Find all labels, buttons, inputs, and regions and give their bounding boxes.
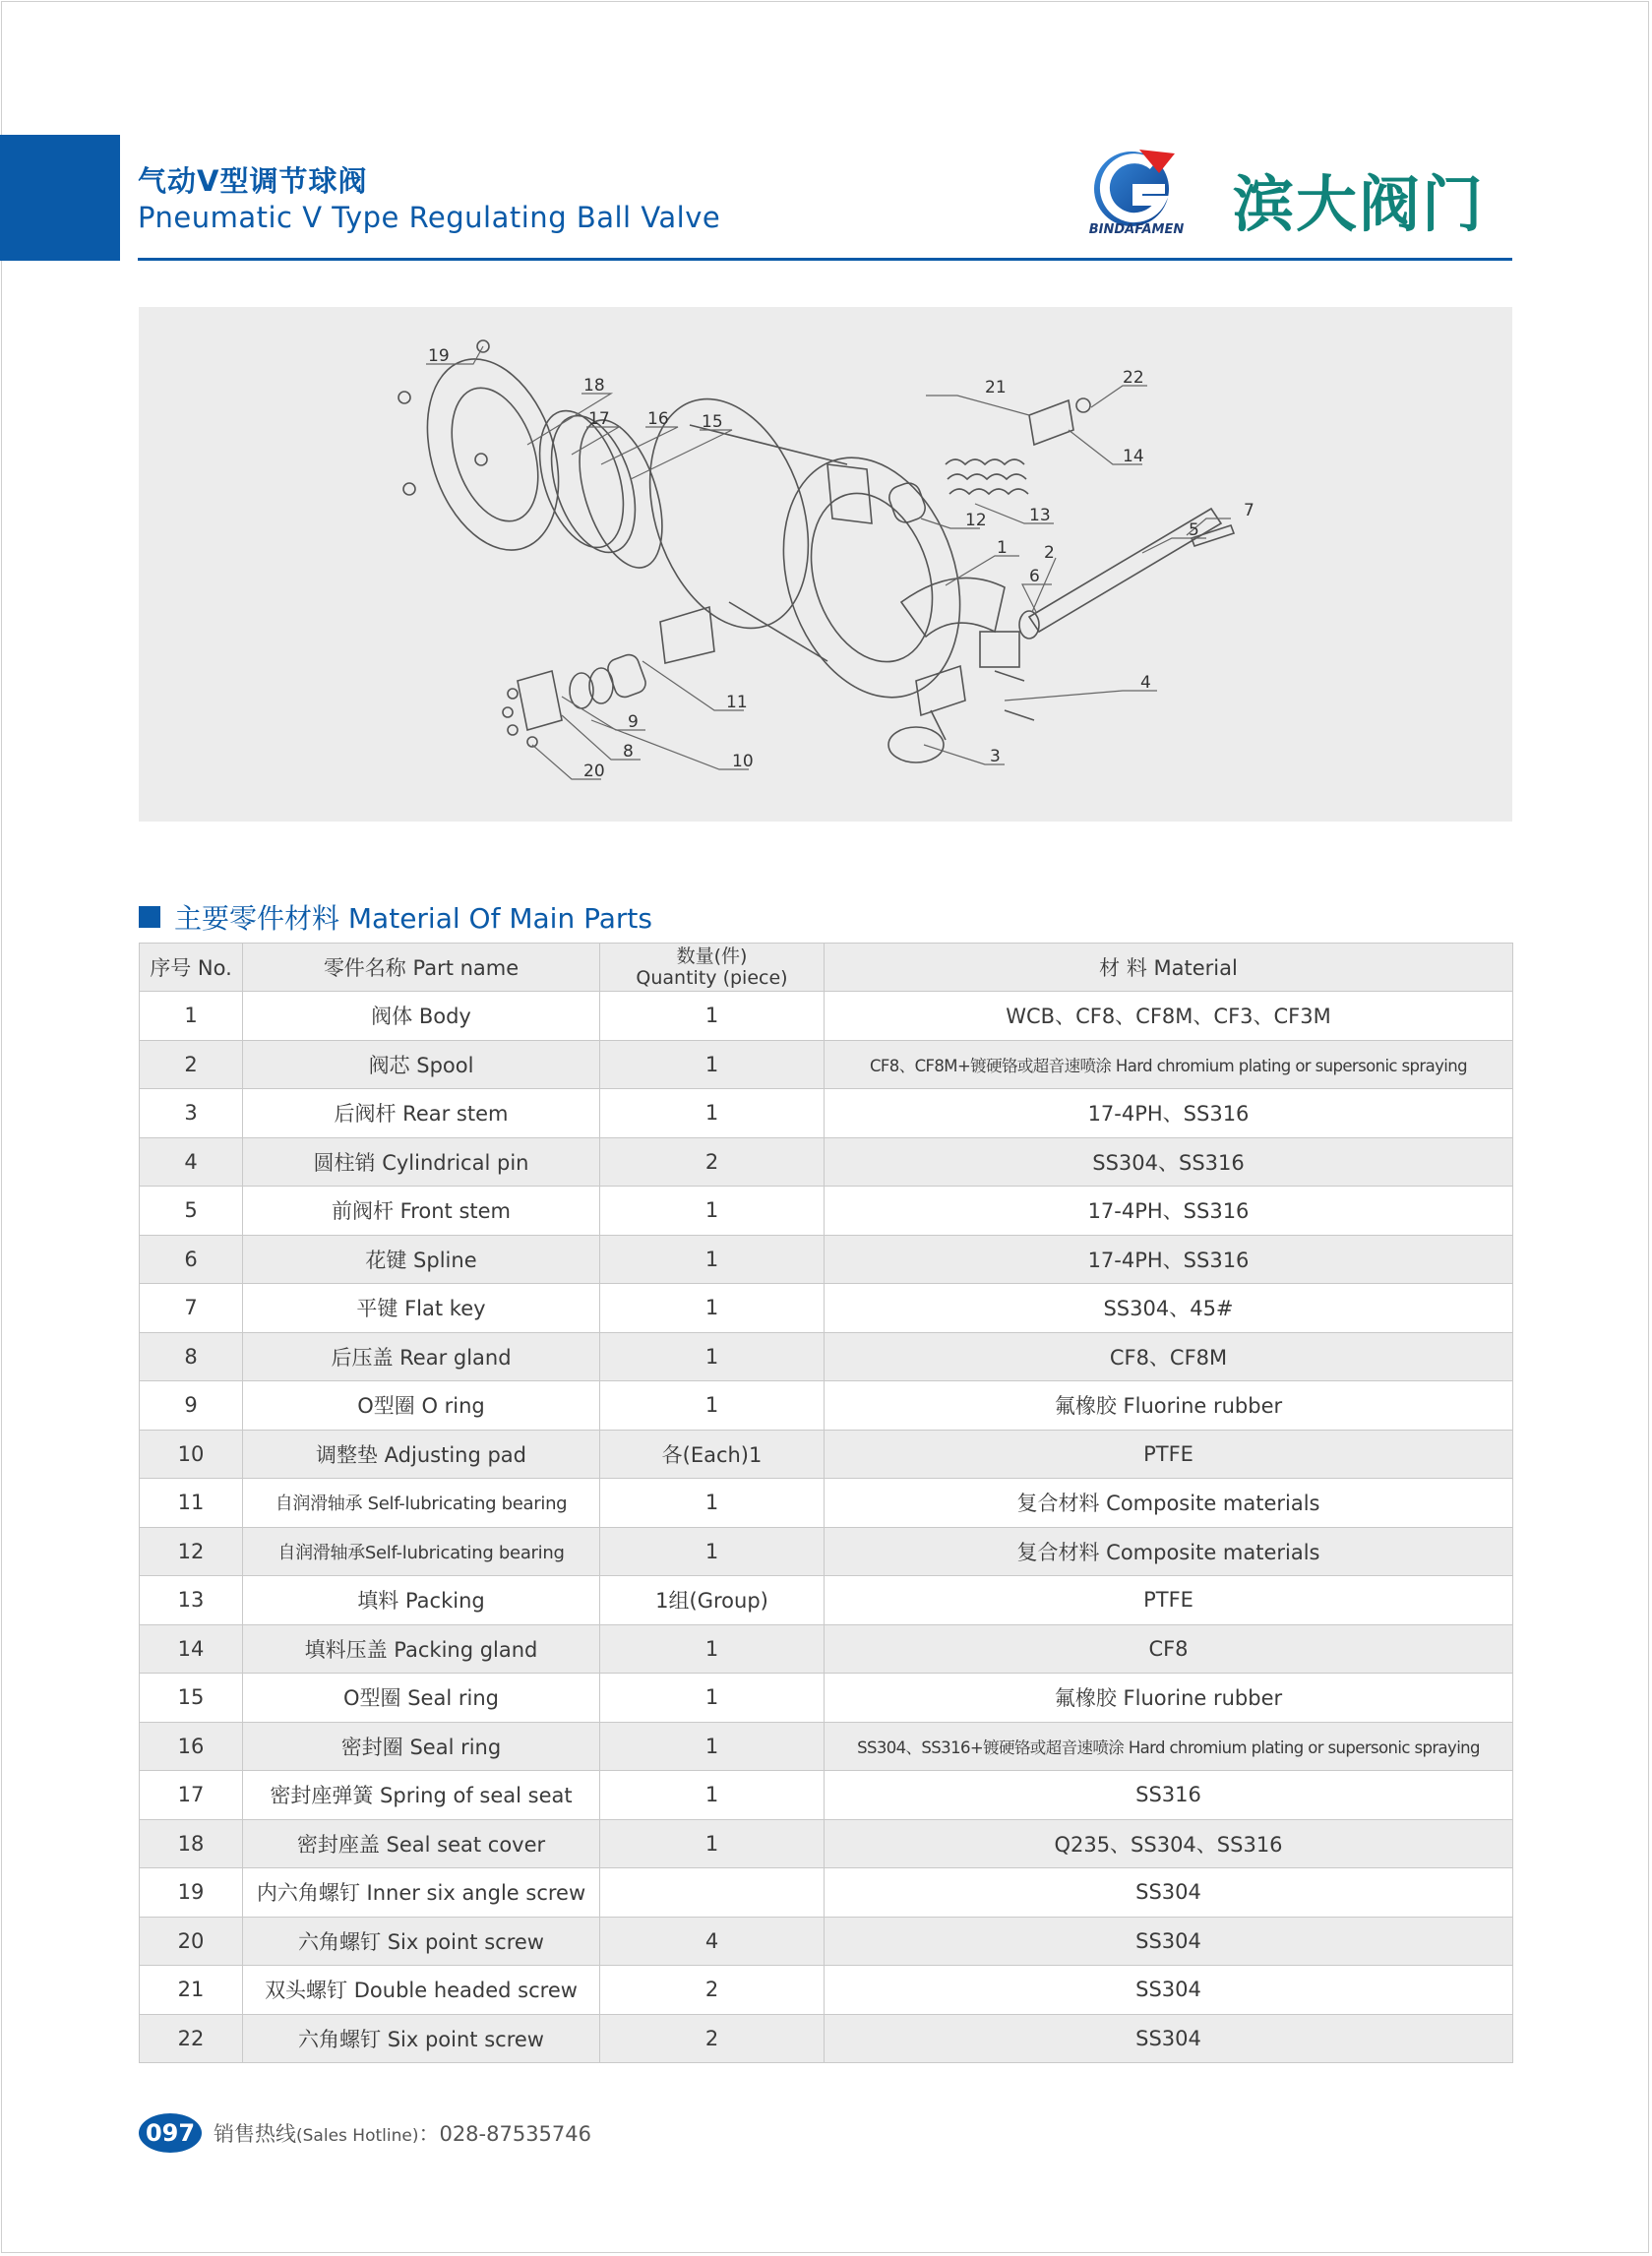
cell-part-name: 填料 Packing — [243, 1576, 600, 1625]
cell-no: 16 — [140, 1722, 243, 1771]
cell-part-name: 六角螺钉 Six point screw — [243, 2014, 600, 2063]
callout-22: 22 — [1123, 368, 1144, 388]
cell-no: 19 — [140, 1868, 243, 1918]
callout-4: 4 — [1140, 673, 1151, 693]
cell-no: 4 — [140, 1137, 243, 1187]
callout-15: 15 — [702, 412, 723, 432]
cell-no: 22 — [140, 2014, 243, 2063]
cell-no: 7 — [140, 1284, 243, 1333]
callout-19: 19 — [428, 346, 450, 366]
col-header-qty-en: Quantity (piece) — [636, 967, 788, 989]
cell-part-name: 调整垫 Adjusting pad — [243, 1430, 600, 1479]
cell-part-name: 填料压盖 Packing gland — [243, 1624, 600, 1674]
cell-material: CF8 — [825, 1624, 1513, 1674]
footer — [139, 2113, 591, 2153]
cell-quantity: 1 — [600, 1819, 825, 1868]
cell-material: Q235、SS304、SS316 — [825, 1819, 1513, 1868]
cell-material: 复合材料 Composite materials — [825, 1527, 1513, 1576]
table-row — [140, 1137, 1513, 1187]
cell-material: PTFE — [825, 1430, 1513, 1479]
table-row — [140, 1674, 1513, 1723]
cell-quantity: 2 — [600, 2014, 825, 2063]
table-row — [140, 1040, 1513, 1089]
cell-material: 17-4PH、SS316 — [825, 1235, 1513, 1284]
callout-6: 6 — [1029, 567, 1040, 586]
sales-hotline — [214, 2118, 591, 2148]
cell-no: 6 — [140, 1235, 243, 1284]
cell-quantity: 1 — [600, 1722, 825, 1771]
callout-17: 17 — [588, 409, 610, 429]
table-row — [140, 2014, 1513, 2063]
callout-18: 18 — [583, 376, 605, 396]
cell-part-name: 前阀杆 Front stem — [243, 1187, 600, 1236]
cell-material: SS304 — [825, 1868, 1513, 1918]
callout-2: 2 — [1044, 543, 1055, 563]
col-header-qty-cn: 数量(件) — [676, 945, 748, 967]
hotline-label-en: (Sales Hotline) — [296, 2126, 419, 2146]
table-row — [140, 1235, 1513, 1284]
cell-part-name: 花键 Spline — [243, 1235, 600, 1284]
cell-part-name: 密封座弹簧 Spring of seal seat — [243, 1771, 600, 1820]
exploded-view-diagram — [139, 307, 1512, 822]
callout-14: 14 — [1123, 447, 1144, 466]
cell-part-name: 后压盖 Rear gland — [243, 1332, 600, 1381]
table-row — [140, 1576, 1513, 1625]
table-row — [140, 1868, 1513, 1918]
valve-exploded-drawing — [139, 307, 1512, 822]
cell-material: PTFE — [825, 1576, 1513, 1625]
cell-material: 氟橡胶 Fluorine rubber — [825, 1381, 1513, 1431]
cell-quantity: 1 — [600, 1284, 825, 1333]
brand-name-cn: 滨大阀门 — [1233, 168, 1486, 240]
cell-material: CF8、CF8M+镀硬铬或超音速喷涂 Hard chromium plating or supersonic spraying — [825, 1040, 1513, 1089]
section-title — [139, 897, 652, 937]
cell-no: 13 — [140, 1576, 243, 1625]
page-title-en: Pneumatic V Type Regulating Ball Valve — [138, 201, 721, 234]
cell-quantity: 1 — [600, 1332, 825, 1381]
cell-quantity: 1 — [600, 1235, 825, 1284]
cell-no: 18 — [140, 1819, 243, 1868]
page-number: 097 — [139, 2113, 202, 2153]
cell-material: 氟橡胶 Fluorine rubber — [825, 1674, 1513, 1723]
cell-no: 12 — [140, 1527, 243, 1576]
callout-13: 13 — [1029, 506, 1051, 525]
cell-quantity: 1 — [600, 1089, 825, 1138]
table-row — [140, 1527, 1513, 1576]
header-accent-bar — [0, 135, 120, 261]
table-row — [140, 992, 1513, 1041]
cell-no: 11 — [140, 1479, 243, 1528]
callout-16: 16 — [647, 409, 669, 429]
cell-part-name: 圆柱销 Cylindrical pin — [243, 1137, 600, 1187]
cell-part-name: 内六角螺钉 Inner six angle screw — [243, 1868, 600, 1918]
cell-quantity: 1 — [600, 1771, 825, 1820]
cell-material: SS304、SS316 — [825, 1137, 1513, 1187]
callout-12: 12 — [965, 511, 987, 530]
brand-logo-text: BINDAFAMEN — [1088, 222, 1185, 237]
table-row — [140, 1624, 1513, 1674]
page-title-cn: 气动V型调节球阀 — [138, 164, 368, 198]
cell-no: 2 — [140, 1040, 243, 1089]
cell-quantity: 1 — [600, 992, 825, 1041]
table-row — [140, 1917, 1513, 1966]
cell-material: 复合材料 Composite materials — [825, 1479, 1513, 1528]
cell-part-name: 后阀杆 Rear stem — [243, 1089, 600, 1138]
cell-quantity: 2 — [600, 1966, 825, 2015]
cell-part-name: 平键 Flat key — [243, 1284, 600, 1333]
header-divider — [138, 258, 1512, 261]
cell-no: 20 — [140, 1917, 243, 1966]
cell-part-name: O型圈 O ring — [243, 1381, 600, 1431]
table-row — [140, 1479, 1513, 1528]
table-row — [140, 1381, 1513, 1431]
cell-material: WCB、CF8、CF8M、CF3、CF3M — [825, 992, 1513, 1041]
cell-quantity: 1 — [600, 1624, 825, 1674]
callout-1: 1 — [997, 538, 1008, 558]
hotline-phone: ：028-87535746 — [418, 2122, 591, 2146]
cell-no: 9 — [140, 1381, 243, 1431]
cell-quantity: 1 — [600, 1381, 825, 1431]
cell-quantity: 各(Each)1 — [600, 1430, 825, 1479]
cell-material: 17-4PH、SS316 — [825, 1187, 1513, 1236]
callout-21: 21 — [985, 378, 1007, 397]
cell-no: 1 — [140, 992, 243, 1041]
hotline-label-cn: 销售热线 — [214, 2122, 296, 2146]
cell-part-name: 阀芯 Spool — [243, 1040, 600, 1089]
callout-10: 10 — [732, 752, 754, 771]
cell-material: SS304 — [825, 1917, 1513, 1966]
callout-5: 5 — [1189, 520, 1199, 540]
cell-quantity: 1 — [600, 1187, 825, 1236]
cell-part-name: O型圈 Seal ring — [243, 1674, 600, 1723]
cell-material: SS304、45# — [825, 1284, 1513, 1333]
table-row — [140, 1332, 1513, 1381]
cell-quantity: 1 — [600, 1479, 825, 1528]
cell-quantity: 4 — [600, 1917, 825, 1966]
cell-part-name: 双头螺钉 Double headed screw — [243, 1966, 600, 2015]
cell-no: 10 — [140, 1430, 243, 1479]
cell-material: SS304、SS316+镀硬铬或超音速喷涂 Hard chromium plating or supersonic spraying — [825, 1722, 1513, 1771]
col-header-qty — [600, 944, 825, 992]
cell-quantity: 1 — [600, 1040, 825, 1089]
cell-material: SS304 — [825, 1966, 1513, 2015]
callout-7: 7 — [1244, 501, 1254, 520]
section-title-text: 主要零件材料 Material Of Main Parts — [174, 902, 652, 935]
callout-3: 3 — [990, 747, 1001, 766]
cell-quantity: 2 — [600, 1137, 825, 1187]
cell-part-name: 阀体 Body — [243, 992, 600, 1041]
col-header-material: 材 料 Material — [825, 944, 1513, 992]
cell-no: 21 — [140, 1966, 243, 2015]
cell-material: SS304 — [825, 2014, 1513, 2063]
cell-no: 15 — [140, 1674, 243, 1723]
table-header-row — [140, 944, 1513, 992]
col-header-part: 零件名称 Part name — [243, 944, 600, 992]
cell-quantity: 1 — [600, 1527, 825, 1576]
callout-8: 8 — [623, 742, 634, 762]
cell-part-name: 密封座盖 Seal seat cover — [243, 1819, 600, 1868]
cell-material: SS316 — [825, 1771, 1513, 1820]
callout-9: 9 — [628, 712, 639, 732]
table-row — [140, 1187, 1513, 1236]
col-header-no: 序号 No. — [140, 944, 243, 992]
cell-quantity: 1 — [600, 1674, 825, 1723]
cell-no: 8 — [140, 1332, 243, 1381]
cell-material: CF8、CF8M — [825, 1332, 1513, 1381]
table-row — [140, 1771, 1513, 1820]
callout-11: 11 — [726, 693, 748, 712]
cell-part-name: 自润滑轴承Self-lubricating bearing — [243, 1527, 600, 1576]
cell-quantity: 1组(Group) — [600, 1576, 825, 1625]
parts-material-table — [139, 943, 1513, 2063]
cell-part-name: 六角螺钉 Six point screw — [243, 1917, 600, 1966]
table-row — [140, 1722, 1513, 1771]
cell-part-name: 自润滑轴承 Self-lubricating bearing — [243, 1479, 600, 1528]
table-row — [140, 1819, 1513, 1868]
table-row — [140, 1966, 1513, 2015]
cell-part-name: 密封圈 Seal ring — [243, 1722, 600, 1771]
cell-material: 17-4PH、SS316 — [825, 1089, 1513, 1138]
cell-quantity — [600, 1868, 825, 1918]
cell-no: 5 — [140, 1187, 243, 1236]
table-row — [140, 1284, 1513, 1333]
cell-no: 14 — [140, 1624, 243, 1674]
cell-no: 17 — [140, 1771, 243, 1820]
table-row — [140, 1089, 1513, 1138]
cell-no: 3 — [140, 1089, 243, 1138]
section-square-icon — [139, 906, 160, 928]
callout-20: 20 — [583, 762, 605, 781]
table-row — [140, 1430, 1513, 1479]
